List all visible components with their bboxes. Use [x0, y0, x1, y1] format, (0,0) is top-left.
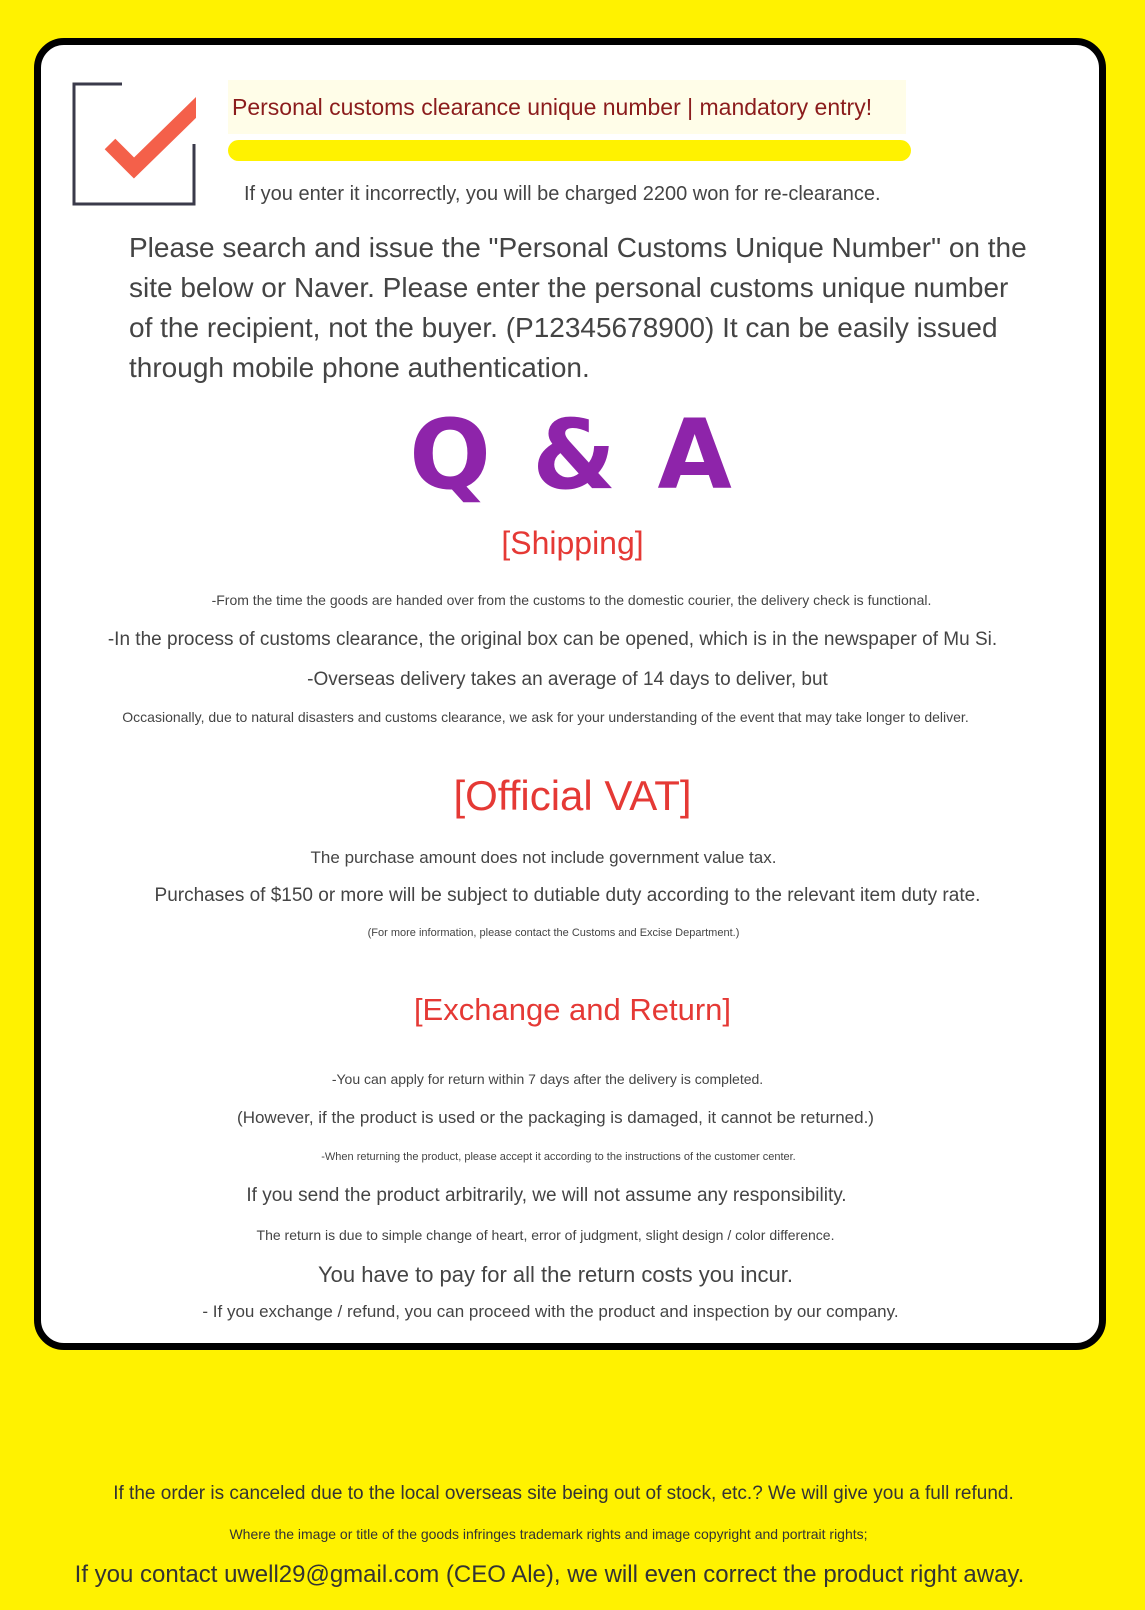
- exchange-line-1: -You can apply for return within 7 days after the delivery is completed.: [331, 1071, 764, 1087]
- shipping-line-2: -In the process of customs clearance, the original box can be opened, which is in the newspaper of Mu Si.: [107, 629, 998, 650]
- vat-line-2: Purchases of $150 or more will be subject to dutiable duty according to the relevant item duty rate.: [154, 885, 981, 906]
- checkbox-checked-icon: [72, 82, 196, 206]
- vat-title: [Official VAT]: [453, 772, 692, 819]
- footer-line-2: Where the image or title of the goods infringes trademark rights and image copyright and portrait rights;: [229, 1526, 868, 1542]
- vat-line-3: (For more information, please contact the Customs and Excise Department.): [367, 927, 740, 939]
- shipping-line-1: -From the time the goods are handed over from the customs to the domestic courier, the delivery check is functional.: [211, 592, 932, 608]
- header-note: If you enter it incorrectly, you will be charged 2200 won for re-clearance.: [244, 183, 881, 205]
- exchange-line-6: You have to pay for all the return costs you incur.: [318, 1262, 793, 1287]
- header-highlight-bar: [228, 140, 911, 161]
- header-title: Personal customs clearance unique number | mandatory entry!: [228, 80, 906, 134]
- footer-line-1: If the order is canceled due to the local overseas site being out of stock, etc.? We will give you a full refund.: [113, 1483, 1014, 1504]
- shipping-line-4: Occasionally, due to natural disasters and customs clearance, we ask for your understanding of the event that may take longer to deliver.: [122, 709, 969, 725]
- exchange-line-7: - If you exchange / refund, you can proceed with the product and inspection by our company.: [202, 1302, 899, 1321]
- exchange-line-4: If you send the product arbitrarily, we will not assume any responsibility.: [246, 1185, 847, 1206]
- shipping-title: [Shipping]: [501, 525, 644, 561]
- vat-line-1: The purchase amount does not include government value tax.: [310, 848, 777, 867]
- exchange-line-2: (However, if the product is used or the packaging is damaged, it cannot be returned.): [237, 1108, 874, 1127]
- exchange-line-5: The return is due to simple change of heart, error of judgment, slight design / color difference.: [256, 1227, 835, 1243]
- shipping-line-3: -Overseas delivery takes an average of 14 days to deliver, but: [307, 669, 828, 690]
- qa-title: Q & A: [409, 399, 736, 511]
- exchange-title: [Exchange and Return]: [413, 992, 732, 1027]
- customs-number-instructions: Please search and issue the "Personal Customs Unique Number" on the site below or Naver. Please enter the personal customs unique number of the recipient, not the buyer. (P12345678900) It can be easily issued through mobile phone authentication.: [129, 232, 1027, 383]
- exchange-line-3: -When returning the product, please accept it according to the instructions of the customer center.: [321, 1151, 796, 1163]
- footer-contact-line: If you contact uwell29@gmail.com (CEO Ale), we will even correct the product right away.: [74, 1561, 1025, 1588]
